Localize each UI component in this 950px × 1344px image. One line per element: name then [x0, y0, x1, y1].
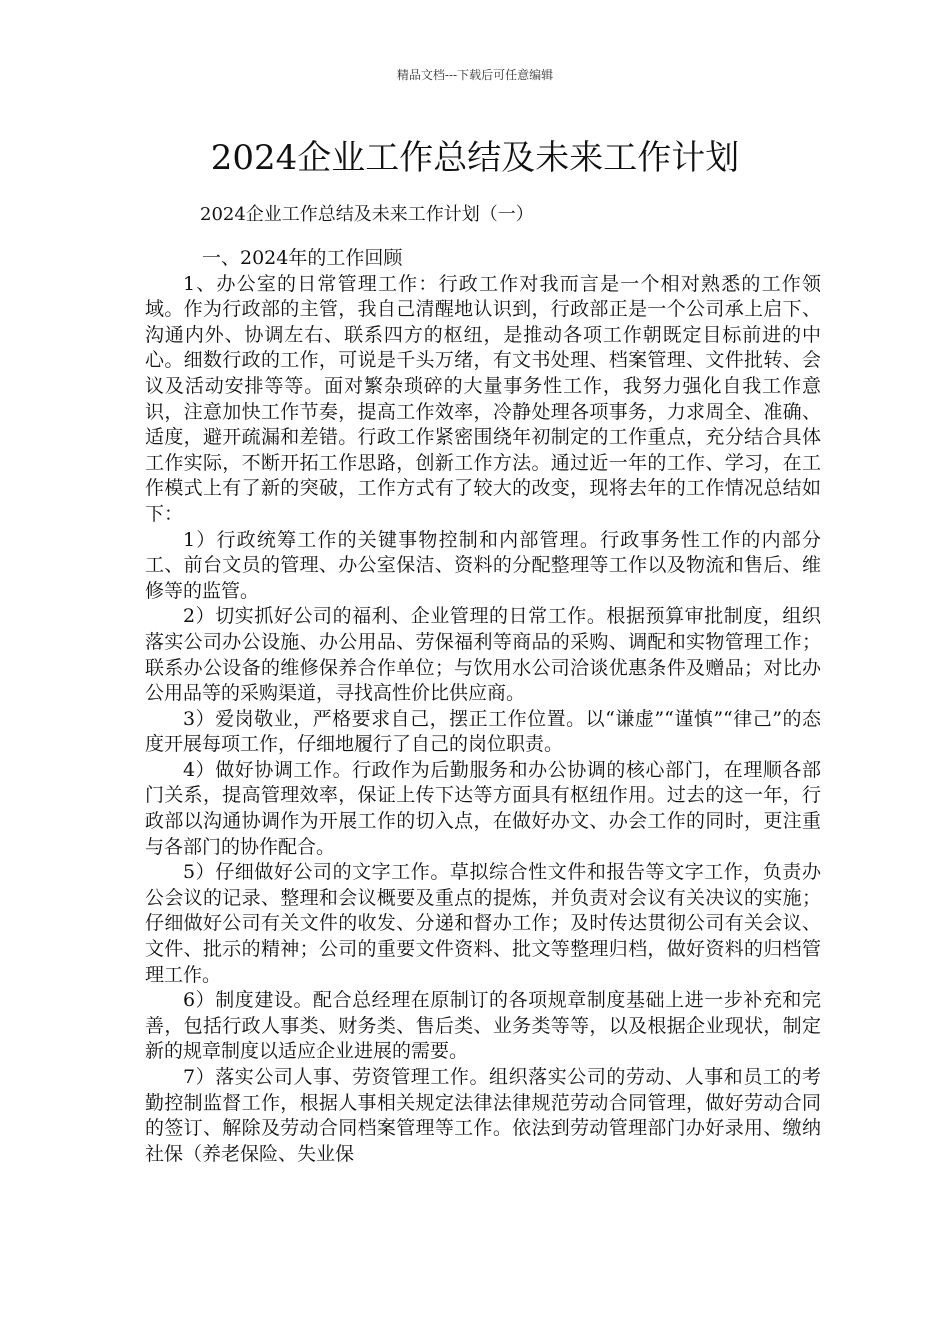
paragraph-item-6: 6）制度建设。配合总经理在原制订的各项规章制度基础上进一步补充和完善，包括行政人事类、财务类、售后类、业务类等等，以及根据企业现状，制定新的规章制度以适应企业进展的需要。	[145, 989, 821, 1063]
document-title: 2024企业工作总结及未来工作计划	[210, 138, 740, 178]
paragraph-item-2: 2）切实抓好公司的福利、企业管理的日常工作。根据预算审批制度，组织落实公司办公设施、办公用品、劳保福利等商品的采购、调配和实物管理工作；联系办公设备的维修保养合作单位；与饮用水公司洽谈优惠条件及赠品；对比办公用品等的采购渠道，寻找高性价比供应商。	[145, 605, 821, 705]
page-header-note: 精品文档---下载后可任意编辑	[396, 68, 554, 82]
document-subtitle: 2024企业工作总结及未来工作计划（一）	[200, 204, 534, 225]
paragraph-item-3: 3）爱岗敬业，严格要求自己，摆正工作位置。以“谦虚”“谨慎”“律己”的态度开展每项工作，仔细地履行了自己的岗位职责。	[145, 707, 821, 756]
paragraph-item-1: 1）行政统筹工作的关键事物控制和内部管理。行政事务性工作的内部分工、前台文员的管理、办公室保洁、资料的分配整理等工作以及物流和售后、维修等的监管。	[145, 528, 821, 602]
paragraph-item-5: 5）仔细做好公司的文字工作。草拟综合性文件和报告等文字工作，负责办公会议的记录、整理和会议概要及重点的提炼，并负责对会议有关决议的实施；仔细做好公司有关文件的收发、分递和督办工作；及时传达贯彻公司有关会议、文件、批示的精神；公司的重要文件资料、批文等整理归档，做好资料的归档管理工作。	[145, 861, 821, 986]
section-heading: 一、2024年的工作回顾	[202, 247, 403, 269]
paragraph-office-management: 1、办公室的日常管理工作：行政工作对我而言是一个相对熟悉的工作领域。作为行政部的主管，我自己清醒地认识到，行政部正是一个公司承上启下、沟通内外、协调左右、联系四方的枢纽，是推动各项工作朝既定目标前进的中心。细数行政的工作，可说是千头万绪，有文书处理、档案管理、文件批转、会议及活动安排等等。面对繁杂琐碎的大量事务性工作，我努力强化自我工作意识，注意加快工作节奏，提高工作效率，冷静处理各项事务，力求周全、准确、适度，避开疏漏和差错。行政工作紧密围绕年初制定的工作重点，充分结合具体工作实际，不断开拓工作思路，创新工作方法。通过近一年的工作、学习，在工作模式上有了新的突破，工作方式有了较大的改变，现将去年的工作情况总结如下：	[145, 272, 821, 525]
paragraph-item-4: 4）做好协调工作。行政作为后勤服务和办公协调的核心部门，在理顺各部门关系，提高管理效率，保证上传下达等方面具有枢纽作用。过去的这一年，行政部以沟通协调作为开展工作的切入点，在做好办文、办会工作的同时，更注重与各部门的协作配合。	[145, 758, 821, 858]
paragraph-item-7: 7）落实公司人事、劳资管理工作。组织落实公司的劳动、人事和员工的考勤控制监督工作，根据人事相关规定法律法律规范劳动合同管理，做好劳动合同的签订、解除及劳动合同档案管理等工作。依法到劳动管理部门办好录用、缴纳社保（养老保险、失业保	[145, 1066, 821, 1165]
document-body	[145, 246, 821, 1167]
